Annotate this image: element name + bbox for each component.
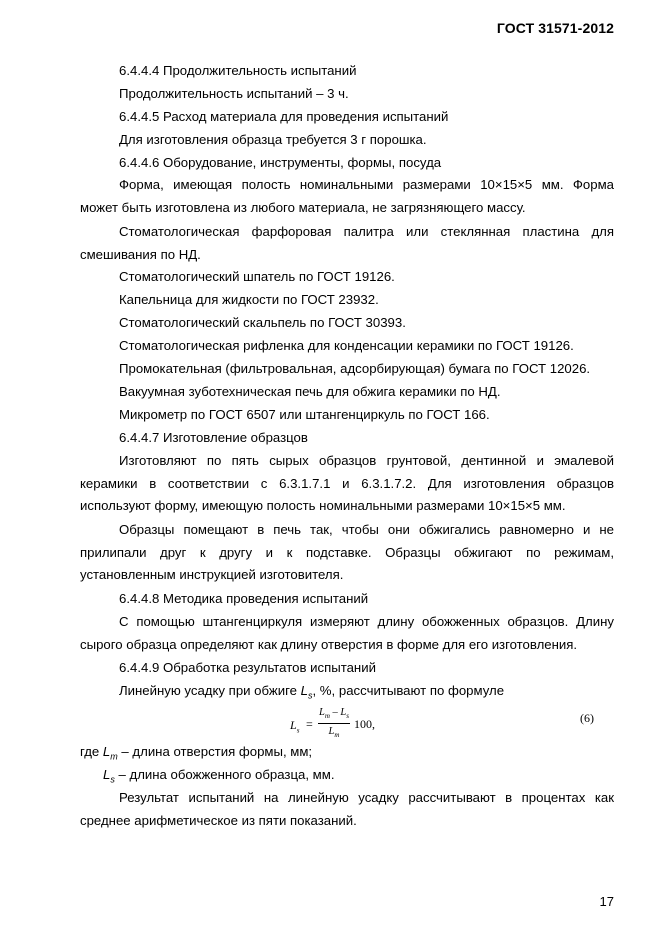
equipment-item: Капельница для жидкости по ГОСТ 23932. (119, 292, 379, 307)
section-heading: 6.4.4.4 Продолжительность испытаний (119, 63, 357, 78)
section-heading: 6.4.4.7 Изготовление образцов (119, 430, 308, 445)
formula-denominator: $L_m$ (328, 726, 340, 740)
section-heading: 6.4.4.9 Обработка результатов испытаний (119, 660, 376, 675)
where-line: где $L_m$ – длина отверстия формы, мм; (80, 744, 313, 762)
section-heading: 6.4.4.6 Оборудование, инструменты, формы, посуда (119, 155, 442, 170)
paragraph: Стоматологическая фарфоровая палитра или стеклянная пластина для смешивания по НД. (80, 224, 614, 262)
paragraph: Образцы помещают в печь так, чтобы они обжигались равномерно и не прилипали друг к другу и к подставке. Образцы обжигают по режимам, установленным инструкцией изготовителя. (80, 522, 614, 583)
page-number: 17 (599, 894, 614, 909)
equipment-item: Микрометр по ГОСТ 6507 или штангенциркуль по ГОСТ 166. (119, 407, 490, 422)
section-heading: 6.4.4.5 Расход материала для проведения испытаний (119, 109, 449, 124)
formula-multiplier: 100, (354, 717, 375, 731)
equipment-item: Стоматологическая рифленка для конденсации керамики по ГОСТ 19126. (119, 338, 574, 353)
equipment-item: Стоматологический шпатель по ГОСТ 19126. (119, 269, 395, 284)
section-heading: 6.4.4.8 Методика проведения испытаний (119, 591, 369, 606)
equipment-item: Промокательная (фильтровальная, адсорбирующая) бумага по ГОСТ 12026. (119, 361, 591, 376)
formula-number: (6) (580, 711, 594, 725)
formula-lhs: $L_s$ (290, 718, 300, 735)
formula-6 (290, 706, 610, 742)
paragraph: Изготовляют по пять сырых образцов грунтовой, дентинной и эмалевой керамики в соответствии с 6.3.1.7.1 и 6.3.1.7.2. Для изготовления образцов используют форму, имеющую полость номинальными размерами 10×15×5 мм. (80, 453, 614, 514)
equipment-item: Стоматологический скальпель по ГОСТ 30393. (119, 315, 406, 330)
paragraph: Продолжительность испытаний – 3 ч. (119, 86, 349, 101)
equipment-item: Вакуумная зуботехническая печь для обжига керамики по НД. (119, 384, 501, 399)
formula-intro: Линейную усадку при обжиге $L_s$, %, рассчитывают по формуле (119, 683, 505, 701)
where-line: $L_s$ – длина обожженного образца, мм. (103, 767, 335, 785)
formula-fraction (318, 706, 350, 743)
formula-equals: = (306, 717, 313, 731)
paragraph: С помощью штангенциркуля измеряют длину обожженных образцов. Длину сырого образца определяют как длину отверстия в форме для его изготовления. (80, 614, 614, 652)
paragraph: Форма, имеющая полость номинальными размерами 10×15×5 мм. Форма может быть изготовлена из любого материала, не загрязняющего массу. (80, 177, 614, 215)
paragraph: Для изготовления образца требуется 3 г порошка. (119, 132, 427, 147)
document-code: ГОСТ 31571-2012 (496, 20, 614, 36)
formula-numerator: $L_m - L_s$ (318, 706, 350, 724)
paragraph: Результат испытаний на линейную усадку рассчитывают в процентах как среднее арифметическое из пяти показаний. (80, 790, 614, 828)
